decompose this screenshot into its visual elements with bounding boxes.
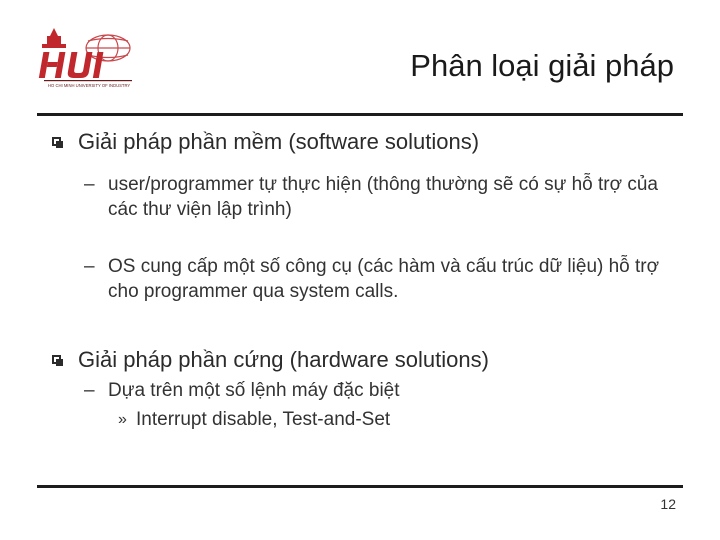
sub-bullet-item [50, 378, 690, 403]
sub-bullet-text: OS cung cấp một số công cụ (các hàm và cấu trúc dữ liệu) hỗ trợ cho programmer qua system calls. [108, 256, 660, 302]
square-bullet-icon [52, 137, 61, 146]
sub-bullet-text: user/programmer tự thực hiện (thông thường sẽ có sự hỗ trợ của các thư viện lập trình) [108, 174, 658, 220]
sub-bullet-item [50, 172, 690, 222]
dash-marker: – [84, 380, 95, 401]
chevron-marker: » [118, 411, 127, 428]
dash-marker: – [84, 174, 95, 195]
bullet-text: Giải pháp phần cứng (hardware solutions) [78, 347, 489, 372]
slide-content [50, 128, 690, 432]
sub-bullet-text: Dựa trên một số lệnh máy đặc biệt [108, 380, 400, 401]
bottom-divider [37, 485, 683, 488]
sub-sub-bullet-text: Interrupt disable, Test-and-Set [136, 409, 391, 430]
square-bullet-icon [52, 355, 61, 364]
bullet-text: Giải pháp phần mềm (software solutions) [78, 129, 480, 154]
hui-logo-icon [36, 26, 144, 92]
slide-title: Phân loại giải pháp [410, 48, 674, 83]
bullet-item [50, 128, 690, 156]
svg-text:HO CHI MINH UNIVERSITY OF INDU: HO CHI MINH UNIVERSITY OF INDUSTRY [48, 83, 131, 88]
sub-bullet-item [50, 254, 690, 304]
top-divider [37, 113, 683, 116]
page-number: 12 [660, 496, 676, 512]
bullet-item [50, 346, 690, 374]
sub-sub-bullet-item [50, 407, 690, 432]
dash-marker: – [84, 256, 95, 277]
